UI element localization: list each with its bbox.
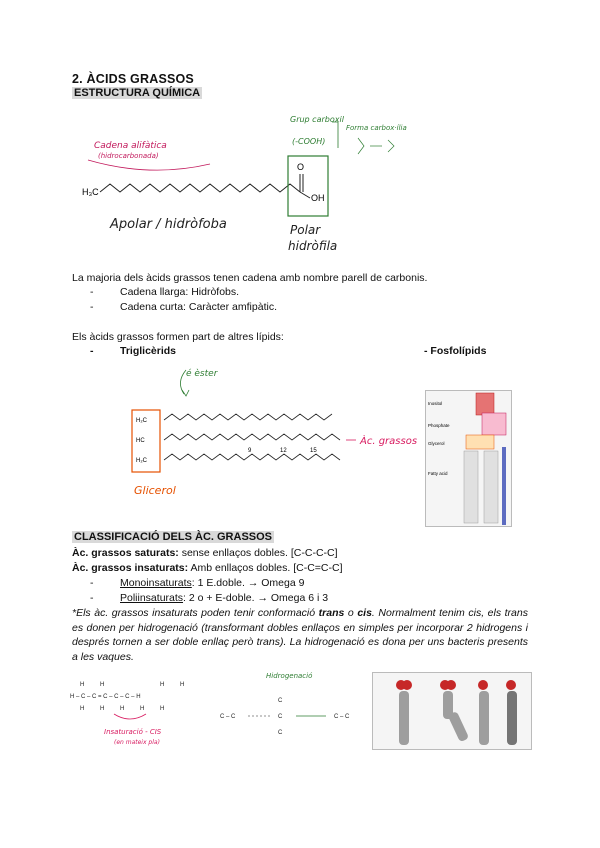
carbonyl-o: O: [297, 162, 305, 172]
svg-text:H: H: [80, 682, 85, 688]
svg-text:H: H: [140, 706, 145, 712]
note-apolar: Apolar / hidròfoba: [110, 217, 227, 232]
unsaturated-text: Amb enllaços dobles. [C-C=C-C]: [188, 562, 343, 574]
glycerol-group: [466, 435, 494, 449]
page-heading: 2. ÀCIDS GRASSOS: [72, 72, 194, 86]
label-inositol: Inositol: [428, 401, 443, 406]
lipid-phospholipids: - Fosfolípids: [424, 345, 487, 357]
svg-text:C: C: [278, 698, 283, 704]
note-start: *Els àc. grassos insaturats poden tenir conformació: [72, 607, 319, 619]
note-trans: trans: [318, 607, 345, 619]
saturated-line: [72, 546, 338, 561]
svg-text:H: H: [100, 682, 105, 688]
phosphate-group: [482, 413, 506, 435]
note-carboxyl-sub: (-COOH): [292, 137, 326, 146]
note-rest: . Normalment tenim cis, els trans es donen per hidrogenació (transformant dobles enllaços en simples per incorporar 2 hidrogens i després tornen a ser doble enllaç però trans). La hidrogenació es dona per uns bacteris presents a les vaques.: [72, 607, 528, 663]
label-phosphate: Phosphate: [428, 423, 450, 428]
cis-trans-note: [72, 606, 528, 664]
model-saturated-2: [506, 680, 517, 745]
molecule-cis: [70, 682, 184, 712]
note-or: o: [344, 607, 358, 619]
bullet-short-chain: - Cadena curta: Caràcter amfipàtic.: [90, 301, 277, 313]
label-glycerol: Glycerol: [428, 441, 445, 446]
intro-paragraph: La majoria dels àcids grassos tenen cadena amb nombre parell de carbonis.: [72, 272, 428, 284]
note-hydrophilic: hidròfila: [288, 239, 338, 253]
glycerol-c3: H₂C: [136, 458, 147, 464]
phospholipid-figure: [425, 390, 512, 527]
position-15: 15: [310, 448, 317, 454]
poly-text: : 2 o + E-doble. → Omega 6 i 3: [183, 592, 329, 604]
section-title-classification: CLASSIFICACIÓ DELS ÀC. GRASSOS: [74, 531, 273, 543]
cis-bracket: [114, 714, 146, 719]
triglyceride-figure: [120, 362, 420, 502]
note-polar: Polar: [290, 223, 321, 237]
glycerol-c1: H₂C: [136, 418, 147, 424]
svg-text:H: H: [120, 706, 125, 712]
fatty-acid-tail-1: [464, 451, 478, 523]
membrane-bar: [502, 447, 506, 525]
methyl-label: H₃C: [82, 187, 99, 197]
note-aliphatic: Cadena alifàtica: [94, 141, 167, 151]
mono-text: : 1 E.doble. → Omega 9: [191, 577, 305, 589]
molecule-models-image: [372, 672, 532, 750]
svg-text:C – C: C – C: [220, 714, 236, 720]
hydrogenation-figure: [70, 668, 370, 758]
note-cis-insaturation: Insaturació - CIS: [104, 728, 162, 736]
fatty-acid-tail-2: [484, 451, 498, 523]
model-cis: [440, 680, 469, 742]
model-trans: [478, 680, 489, 745]
note-aliphatic-sub: (hidrocarbonada): [98, 152, 159, 160]
aliphatic-brace: [88, 160, 210, 170]
svg-text:H: H: [160, 682, 165, 688]
carbon-chain: [100, 184, 300, 192]
position-12: 12: [280, 448, 287, 454]
note-fatty-acids: Àc. grassos: [360, 436, 418, 447]
hydroxyl-label: OH: [311, 193, 325, 203]
bullet-long-chain-text: Cadena llarga: Hidròfobs.: [120, 286, 240, 298]
saturated-label: Àc. grassos saturats:: [72, 547, 179, 559]
bullet-long-chain: - Cadena llarga: Hidròfobs.: [90, 286, 240, 298]
svg-text:H: H: [180, 682, 185, 688]
lipid-phospholipids-text: Fosfolípids: [430, 345, 487, 357]
note-carboxyl: Grup carboxil: [290, 115, 344, 124]
svg-text:H: H: [80, 706, 85, 712]
saturated-text: sense enllaços dobles. [C-C-C-C]: [178, 547, 338, 559]
model-saturated: [396, 680, 412, 745]
unsaturated-label: Àc. grassos insaturats:: [72, 562, 189, 574]
note-ionized: Forma carbox·ília: [346, 124, 407, 132]
fatty-acid-structure-figure: [70, 108, 530, 268]
mono-label: Monoinsaturats: [120, 577, 192, 589]
label-fatty-acid: Fatty acid: [428, 471, 448, 476]
section-title-structure: ESTRUCTURA QUÍMICA: [74, 87, 201, 99]
poly-label: Poliinsaturats: [120, 592, 184, 604]
lipid-triglycerides: - Triglicèrids: [90, 345, 177, 357]
note-ester: é èster: [186, 369, 218, 379]
lipids-intro: Els àcids grassos formen part de altres lípids:: [72, 331, 284, 343]
note-glycerol: Glicerol: [134, 484, 176, 497]
unsaturated-line: [72, 561, 343, 576]
bullet-mono: - Monoinsaturats: 1 E.doble. → Omega 9: [90, 577, 305, 589]
note-hydrogenation: Hidrogenació: [266, 672, 313, 680]
inositol-head: [476, 393, 494, 415]
molecule-trans: [220, 698, 350, 736]
carboxyl-box: [288, 156, 328, 216]
lipid-triglycerides-text: Triglicèrids: [120, 345, 177, 357]
glycerol-c2: HC: [136, 438, 145, 444]
svg-text:C: C: [278, 730, 283, 736]
svg-text:H: H: [100, 706, 105, 712]
ionized-sketch: [358, 138, 394, 154]
svg-text:H: H: [160, 706, 165, 712]
note-cis-sub: (en mateix pla): [114, 739, 160, 746]
bullet-short-chain-text: Cadena curta: Caràcter amfipàtic.: [120, 301, 277, 313]
bullet-poly: - Poliinsaturats: 2 o + E-doble. → Omega 6 i 3: [90, 592, 329, 604]
svg-text:H – C – C = C – C – C: H – C – C = C – C – C – H: [70, 694, 141, 700]
position-9: 9: [248, 448, 252, 454]
svg-text:C – C: C – C: [334, 714, 350, 720]
svg-text:C: C: [278, 714, 283, 720]
hydroxyl-bond: [300, 192, 310, 198]
note-cis: cis: [357, 607, 372, 619]
